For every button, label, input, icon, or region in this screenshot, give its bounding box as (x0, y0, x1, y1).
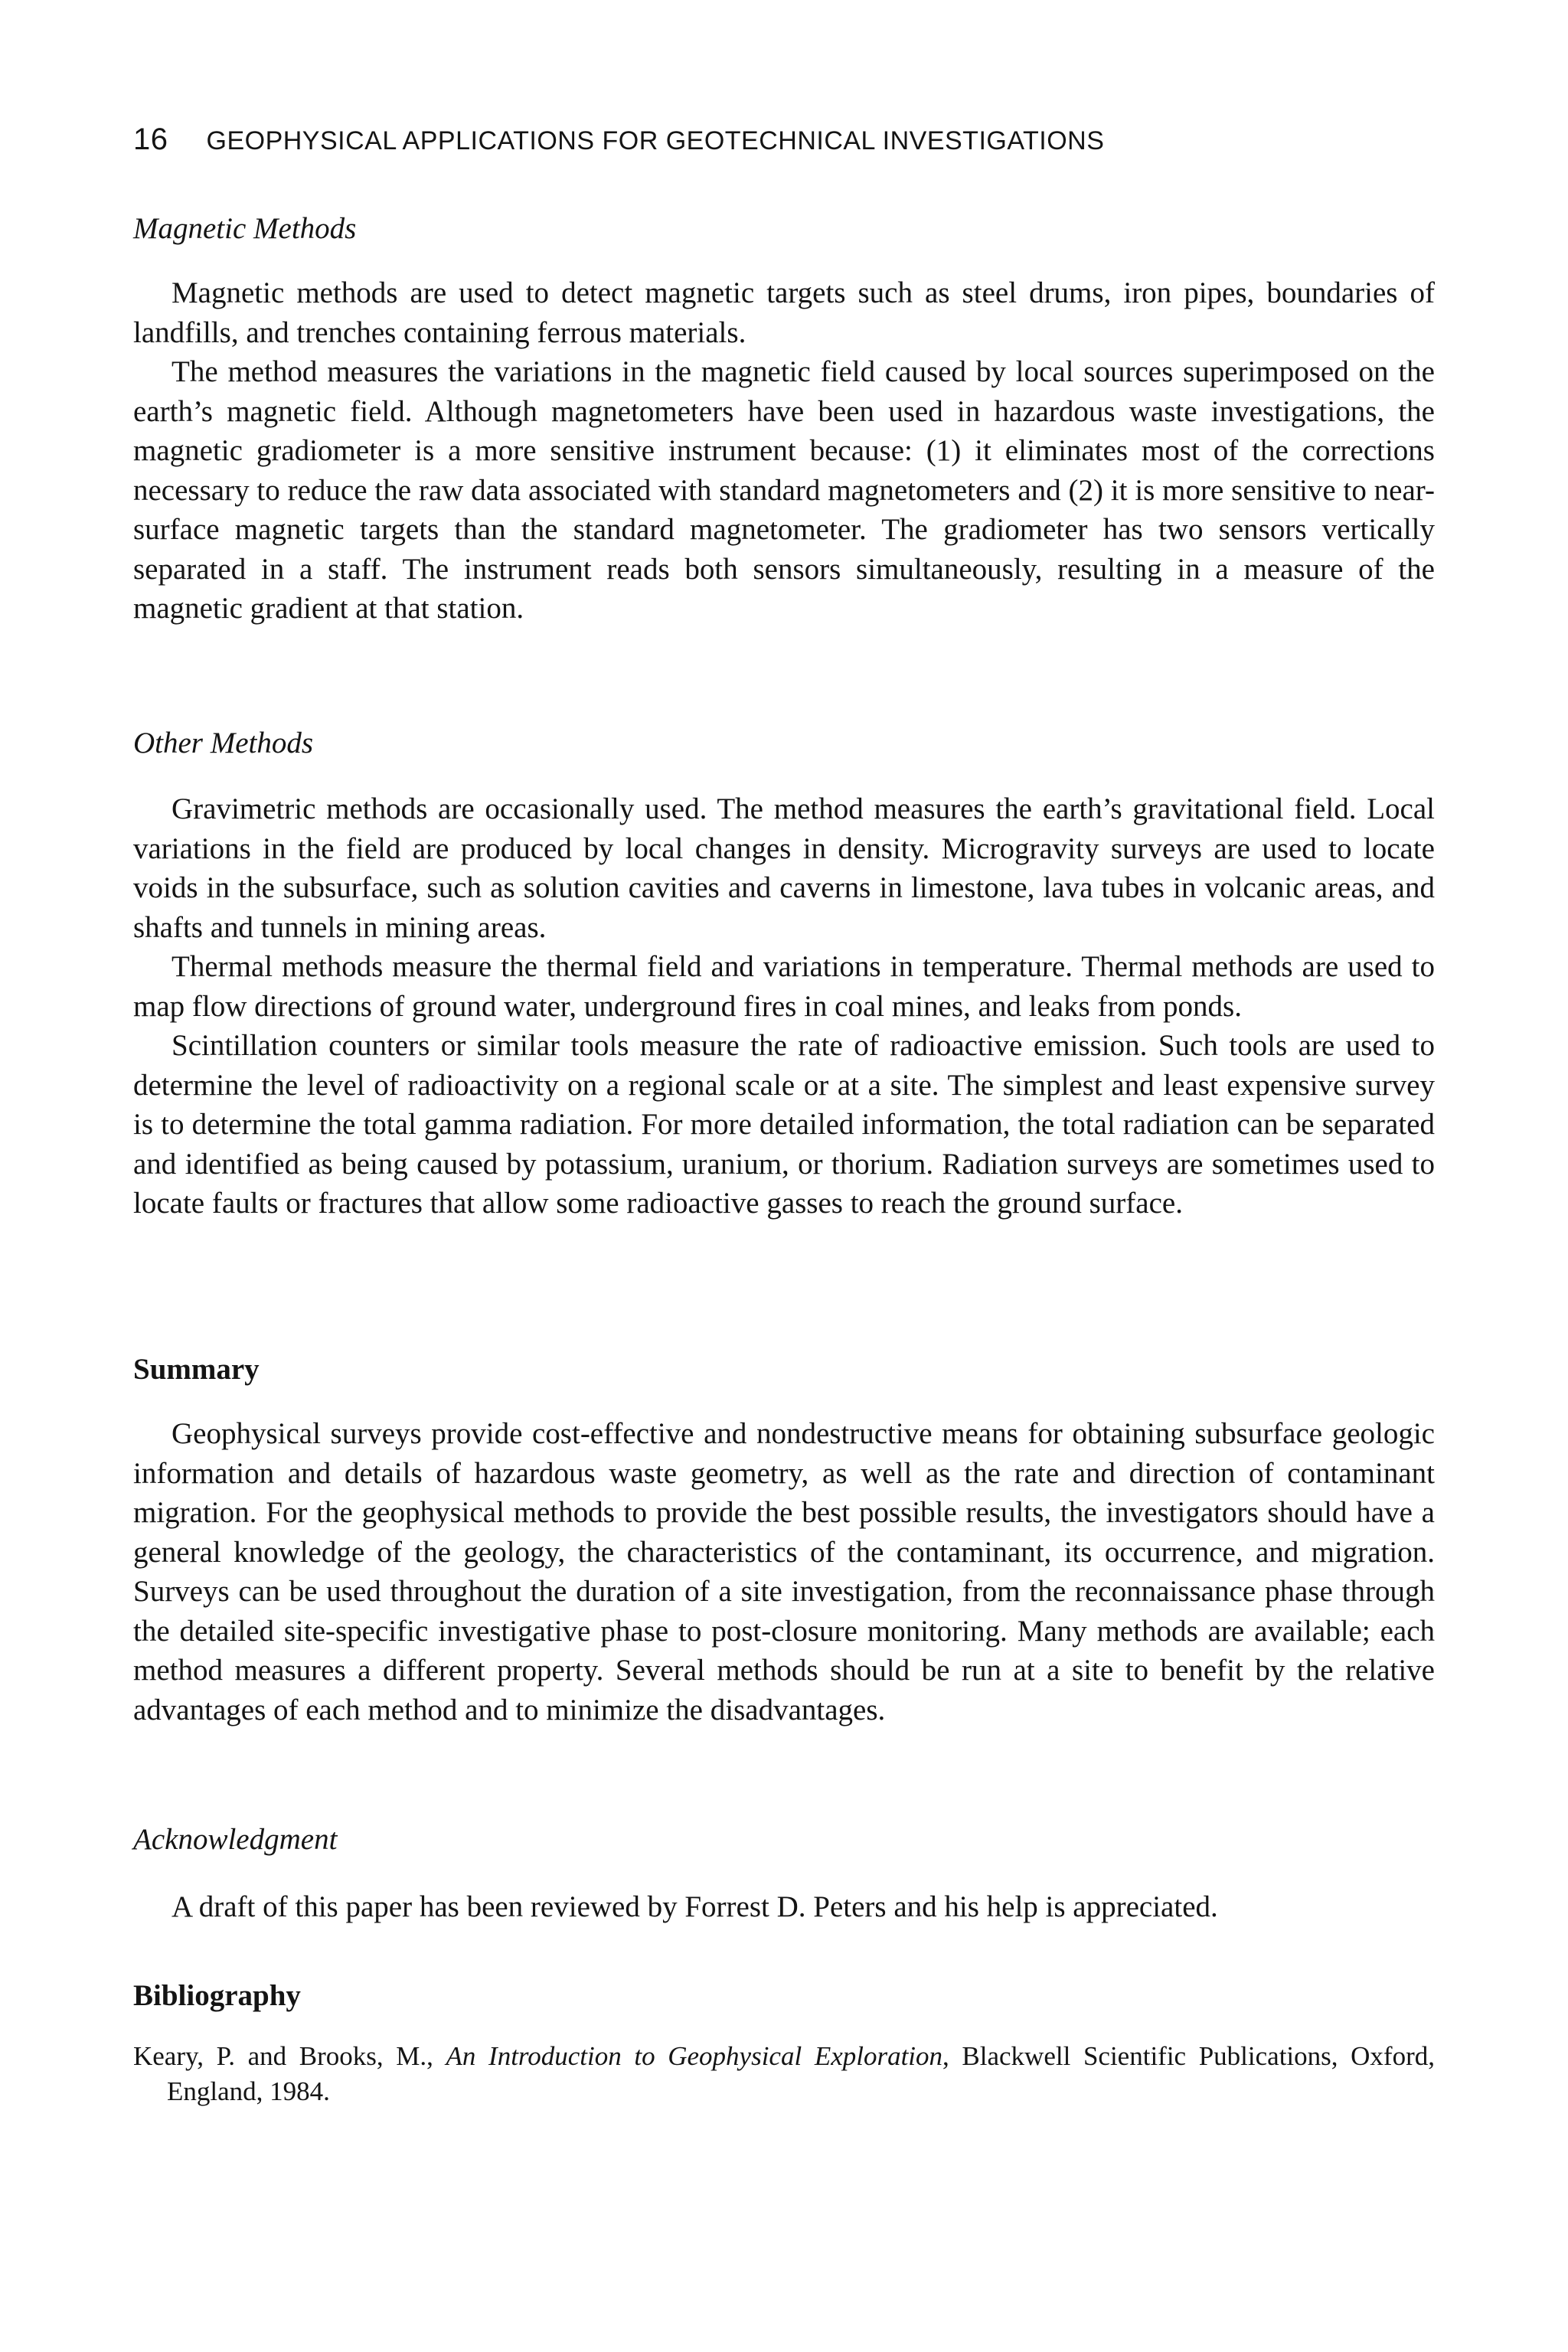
bibliography-entry (133, 2039, 1435, 2109)
section-heading-acknowledgment: Acknowledgment (133, 1823, 338, 1856)
page-number: 16 (133, 122, 168, 156)
section-heading-bibliography: Bibliography (133, 1979, 301, 2012)
other-methods-section (133, 726, 1435, 1223)
paragraph-other-3: Scintillation counters or similar tools measure the rate of radioactive emission. Such tools are used to determine the level of radioactivity on a regional scale or at a site. The simplest and least expensive survey is to determine the total gamma radiation. For more detailed information, the total radiation can be separated and identified as being caused by potassium, uranium, or thorium. Radiation surveys are sometimes used to locate faults or fractures that allow some radioactive gasses to reach the ground surface. (133, 1029, 1435, 1220)
acknowledgment-section (133, 1822, 1435, 1927)
paragraph-magnetic-1: Magnetic methods are used to detect magnetic targets such as steel drums, iron pipes, boundaries of landfills, and trenches containing ferrous materials. (133, 276, 1435, 349)
paragraph-other-1: Gravimetric methods are occasionally used. The method measures the earth’s gravitational field. Local variations in the field are produced by local changes in density. Microgravity surveys are used to locate voids in the subsurface, such as solution cavities and caverns in limestone, lava tubes in volcanic areas, and shafts and tunnels in mining areas. (133, 792, 1435, 944)
magnetic-methods-section (133, 211, 1435, 629)
bib-authors: Keary, P. and Brooks, M., (133, 2041, 446, 2071)
paragraph-summary: Geophysical surveys provide cost-effective and nondestructive means for obtaining subsurface geologic information and details of hazardous waste geometry, as well as the rate and direction of contaminant migration. For the geophysical methods to provide the best possible results, the investigators should have a general knowledge of the geology, the characteristics of the contaminant, its occurrence, and migration. Surveys can be used throughout the duration of a site investigation, from the reconnaissance phase through the detailed site-specific investigative phase to post-closure monitoring. Many methods are available; each method measures a different property. Several methods should be run at a site to benefit by the relative advantages of each method and to minimize the disadvantages. (133, 1417, 1435, 1726)
section-heading-other: Other Methods (133, 727, 314, 760)
paragraph-acknowledgment: A draft of this paper has been reviewed by Forrest D. Peters and his help is appreciated. (172, 1890, 1218, 1923)
section-heading-magnetic: Magnetic Methods (133, 212, 357, 245)
running-header (133, 122, 1435, 157)
summary-section (133, 1352, 1435, 1730)
bib-title: An Introduction to Geophysical Exploration (446, 2041, 943, 2071)
paragraph-magnetic-2: The method measures the variations in the magnetic field caused by local sources superimposed on the earth’s magnetic field. Although magnetometers have been used in hazardous waste investigations, the magnetic gradiometer is a more sensitive instrument because: (1) it eliminates most of the corrections necessary to reduce the raw data associated with standard magnetometers and (2) it is more sensitive to near-surface magnetic targets than the standard magnetometer. The gradiometer has two sensors vertically separated in a staff. The instrument reads both sensors simultaneously, resulting in a measure of the magnetic gradient at that station. (133, 355, 1435, 625)
paragraph-other-2: Thermal methods measure the thermal field and variations in temperature. Thermal methods are used to map flow directions of ground water, underground fires in coal mines, and leaks from ponds. (133, 950, 1435, 1023)
bib-publisher: , Blackwell Scientific Publications, Oxford, England, 1984. (167, 2041, 1435, 2106)
section-heading-summary: Summary (133, 1353, 260, 1386)
running-title: GEOPHYSICAL APPLICATIONS FOR GEOTECHNICAL INVESTIGATIONS (206, 126, 1105, 155)
bibliography-section (133, 1978, 1435, 2109)
